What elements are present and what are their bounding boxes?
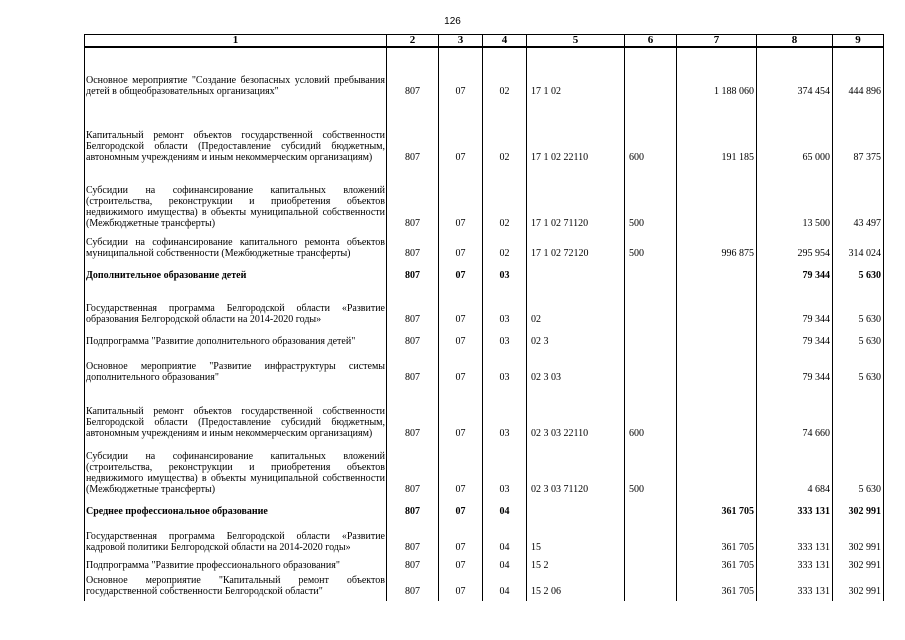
row-amount-3: 5 630	[833, 443, 884, 499]
table-row	[85, 233, 884, 263]
row-amount-3: 314 024	[833, 233, 884, 263]
row-admin-code: 807	[387, 167, 439, 233]
table-row	[85, 263, 884, 285]
row-amount-2: 74 660	[757, 387, 833, 443]
row-amount-2: 374 454	[757, 47, 833, 101]
row-amount-3: 87 375	[833, 101, 884, 167]
row-amount-3: 5 630	[833, 263, 884, 285]
row-admin-code: 807	[387, 521, 439, 557]
row-amount-1: 191 185	[677, 101, 757, 167]
row-expense-type	[625, 329, 677, 351]
row-amount-1: 996 875	[677, 233, 757, 263]
row-amount-3: 5 630	[833, 351, 884, 387]
table-row	[85, 351, 884, 387]
row-subsection: 03	[483, 351, 527, 387]
row-amount-2: 13 500	[757, 167, 833, 233]
row-name: Подпрограмма "Развитие дополнительного образования детей"	[85, 329, 387, 351]
row-amount-3: 43 497	[833, 167, 884, 233]
row-admin-code: 807	[387, 101, 439, 167]
column-header: 5	[527, 35, 625, 48]
row-section: 07	[439, 47, 483, 101]
row-amount-1	[677, 167, 757, 233]
row-section: 07	[439, 575, 483, 601]
table-row	[85, 387, 884, 443]
row-expense-type	[625, 47, 677, 101]
column-header: 9	[833, 35, 884, 48]
row-name: Основное мероприятие "Капитальный ремонт объектов государственной собственности Белгородской области"	[85, 575, 387, 601]
row-expense-type	[625, 499, 677, 521]
row-admin-code: 807	[387, 263, 439, 285]
row-subsection: 04	[483, 557, 527, 575]
table-row	[85, 167, 884, 233]
row-subsection: 03	[483, 387, 527, 443]
row-expense-type: 500	[625, 167, 677, 233]
row-target-article: 17 1 02 72120	[527, 233, 625, 263]
row-section: 07	[439, 233, 483, 263]
row-name: Субсидии на софинансирование капитальных вложений (строительства, реконструкции и приобретения объектов недвижимого имущества) в объекты муниципальной собственности (Межбюджетные трансферты)	[85, 167, 387, 233]
row-amount-3: 302 991	[833, 521, 884, 557]
row-amount-2: 65 000	[757, 101, 833, 167]
row-amount-3	[833, 387, 884, 443]
row-subsection: 02	[483, 167, 527, 233]
table-row	[85, 499, 884, 521]
row-section: 07	[439, 351, 483, 387]
row-section: 07	[439, 521, 483, 557]
row-target-article	[527, 263, 625, 285]
row-expense-type: 600	[625, 387, 677, 443]
row-name: Субсидии на софинансирование капитального ремонта объектов муниципальной собственности (Межбюджетные трансферты)	[85, 233, 387, 263]
row-expense-type	[625, 557, 677, 575]
row-amount-3: 302 991	[833, 499, 884, 521]
table-row	[85, 329, 884, 351]
row-subsection: 04	[483, 521, 527, 557]
row-amount-2: 333 131	[757, 575, 833, 601]
row-name: Основное мероприятие "Создание безопасных условий пребывания детей в общеобразовательных организациях"	[85, 47, 387, 101]
row-amount-2: 4 684	[757, 443, 833, 499]
row-target-article: 15 2	[527, 557, 625, 575]
row-admin-code: 807	[387, 499, 439, 521]
row-section: 07	[439, 263, 483, 285]
row-amount-2: 333 131	[757, 557, 833, 575]
row-expense-type: 500	[625, 233, 677, 263]
row-amount-2: 79 344	[757, 329, 833, 351]
row-target-article: 02 3 03	[527, 351, 625, 387]
row-amount-3: 302 991	[833, 557, 884, 575]
row-expense-type: 600	[625, 101, 677, 167]
row-subsection: 02	[483, 233, 527, 263]
row-subsection: 02	[483, 101, 527, 167]
row-amount-2: 79 344	[757, 285, 833, 329]
row-section: 07	[439, 167, 483, 233]
row-amount-3: 302 991	[833, 575, 884, 601]
row-amount-1	[677, 387, 757, 443]
row-amount-3: 5 630	[833, 285, 884, 329]
column-header: 4	[483, 35, 527, 48]
row-name: Государственная программа Белгородской области «Развитие кадровой политики Белгородской области на 2014-2020 годы»	[85, 521, 387, 557]
row-expense-type	[625, 521, 677, 557]
row-amount-3: 5 630	[833, 329, 884, 351]
row-target-article: 15 2 06	[527, 575, 625, 601]
row-name: Среднее профессиональное образование	[85, 499, 387, 521]
row-name: Капитальный ремонт объектов государственной собственности Белгородской области (Предоставление субсидий бюджетным, автономным учреждениям и иным некоммерческим организациям)	[85, 387, 387, 443]
row-amount-1: 1 188 060	[677, 47, 757, 101]
row-admin-code: 807	[387, 351, 439, 387]
row-name: Дополнительное образование детей	[85, 263, 387, 285]
row-amount-1: 361 705	[677, 575, 757, 601]
row-amount-1	[677, 263, 757, 285]
row-amount-2: 79 344	[757, 351, 833, 387]
table-row	[85, 285, 884, 329]
row-section: 07	[439, 285, 483, 329]
row-target-article: 02	[527, 285, 625, 329]
row-amount-1: 361 705	[677, 521, 757, 557]
table-row	[85, 47, 884, 101]
row-name: Подпрограмма "Развитие профессионального образования"	[85, 557, 387, 575]
row-name: Основное мероприятие "Развитие инфраструктуры системы дополнительного образования"	[85, 351, 387, 387]
row-target-article: 17 1 02 22110	[527, 101, 625, 167]
column-header: 6	[625, 35, 677, 48]
page-number: 126	[444, 16, 461, 27]
row-section: 07	[439, 443, 483, 499]
column-header: 8	[757, 35, 833, 48]
row-subsection: 02	[483, 47, 527, 101]
row-subsection: 03	[483, 263, 527, 285]
row-target-article: 17 1 02 71120	[527, 167, 625, 233]
row-admin-code: 807	[387, 575, 439, 601]
row-expense-type	[625, 351, 677, 387]
table-row	[85, 101, 884, 167]
row-subsection: 03	[483, 443, 527, 499]
table-row	[85, 575, 884, 601]
row-target-article: 02 3 03 71120	[527, 443, 625, 499]
row-amount-2: 295 954	[757, 233, 833, 263]
row-target-article	[527, 499, 625, 521]
row-amount-2: 333 131	[757, 521, 833, 557]
table-row	[85, 557, 884, 575]
row-expense-type	[625, 285, 677, 329]
row-admin-code: 807	[387, 557, 439, 575]
row-subsection: 03	[483, 329, 527, 351]
row-admin-code: 807	[387, 329, 439, 351]
row-amount-1	[677, 351, 757, 387]
table-row	[85, 443, 884, 499]
row-section: 07	[439, 387, 483, 443]
row-target-article: 02 3	[527, 329, 625, 351]
column-header: 2	[387, 35, 439, 48]
row-section: 07	[439, 557, 483, 575]
column-header: 3	[439, 35, 483, 48]
row-admin-code: 807	[387, 47, 439, 101]
row-subsection: 04	[483, 575, 527, 601]
row-amount-1	[677, 285, 757, 329]
row-target-article: 15	[527, 521, 625, 557]
row-target-article: 02 3 03 22110	[527, 387, 625, 443]
row-target-article: 17 1 02	[527, 47, 625, 101]
row-section: 07	[439, 499, 483, 521]
row-admin-code: 807	[387, 285, 439, 329]
column-header: 1	[85, 35, 387, 48]
row-amount-1: 361 705	[677, 499, 757, 521]
row-section: 07	[439, 329, 483, 351]
row-expense-type: 500	[625, 443, 677, 499]
row-amount-2: 333 131	[757, 499, 833, 521]
budget-table	[84, 34, 884, 601]
row-expense-type	[625, 575, 677, 601]
row-amount-1	[677, 329, 757, 351]
table-header-row	[85, 35, 884, 48]
row-admin-code: 807	[387, 387, 439, 443]
row-subsection: 03	[483, 285, 527, 329]
row-name: Субсидии на софинансирование капитальных вложений (строительства, реконструкции и приобретения объектов недвижимого имущества) в объекты муниципальной собственности (Межбюджетные трансферты)	[85, 443, 387, 499]
row-name: Капитальный ремонт объектов государственной собственности Белгородской области (Предоставление субсидий бюджетным, автономным учреждениям и иным некоммерческим организациям)	[85, 101, 387, 167]
row-admin-code: 807	[387, 233, 439, 263]
table-body	[85, 47, 884, 601]
column-header: 7	[677, 35, 757, 48]
row-amount-2: 79 344	[757, 263, 833, 285]
row-amount-1: 361 705	[677, 557, 757, 575]
table-row	[85, 521, 884, 557]
row-admin-code: 807	[387, 443, 439, 499]
row-subsection: 04	[483, 499, 527, 521]
row-amount-1	[677, 443, 757, 499]
row-amount-3: 444 896	[833, 47, 884, 101]
row-section: 07	[439, 101, 483, 167]
row-name: Государственная программа Белгородской области «Развитие образования Белгородской области на 2014-2020 годы»	[85, 285, 387, 329]
row-expense-type	[625, 263, 677, 285]
